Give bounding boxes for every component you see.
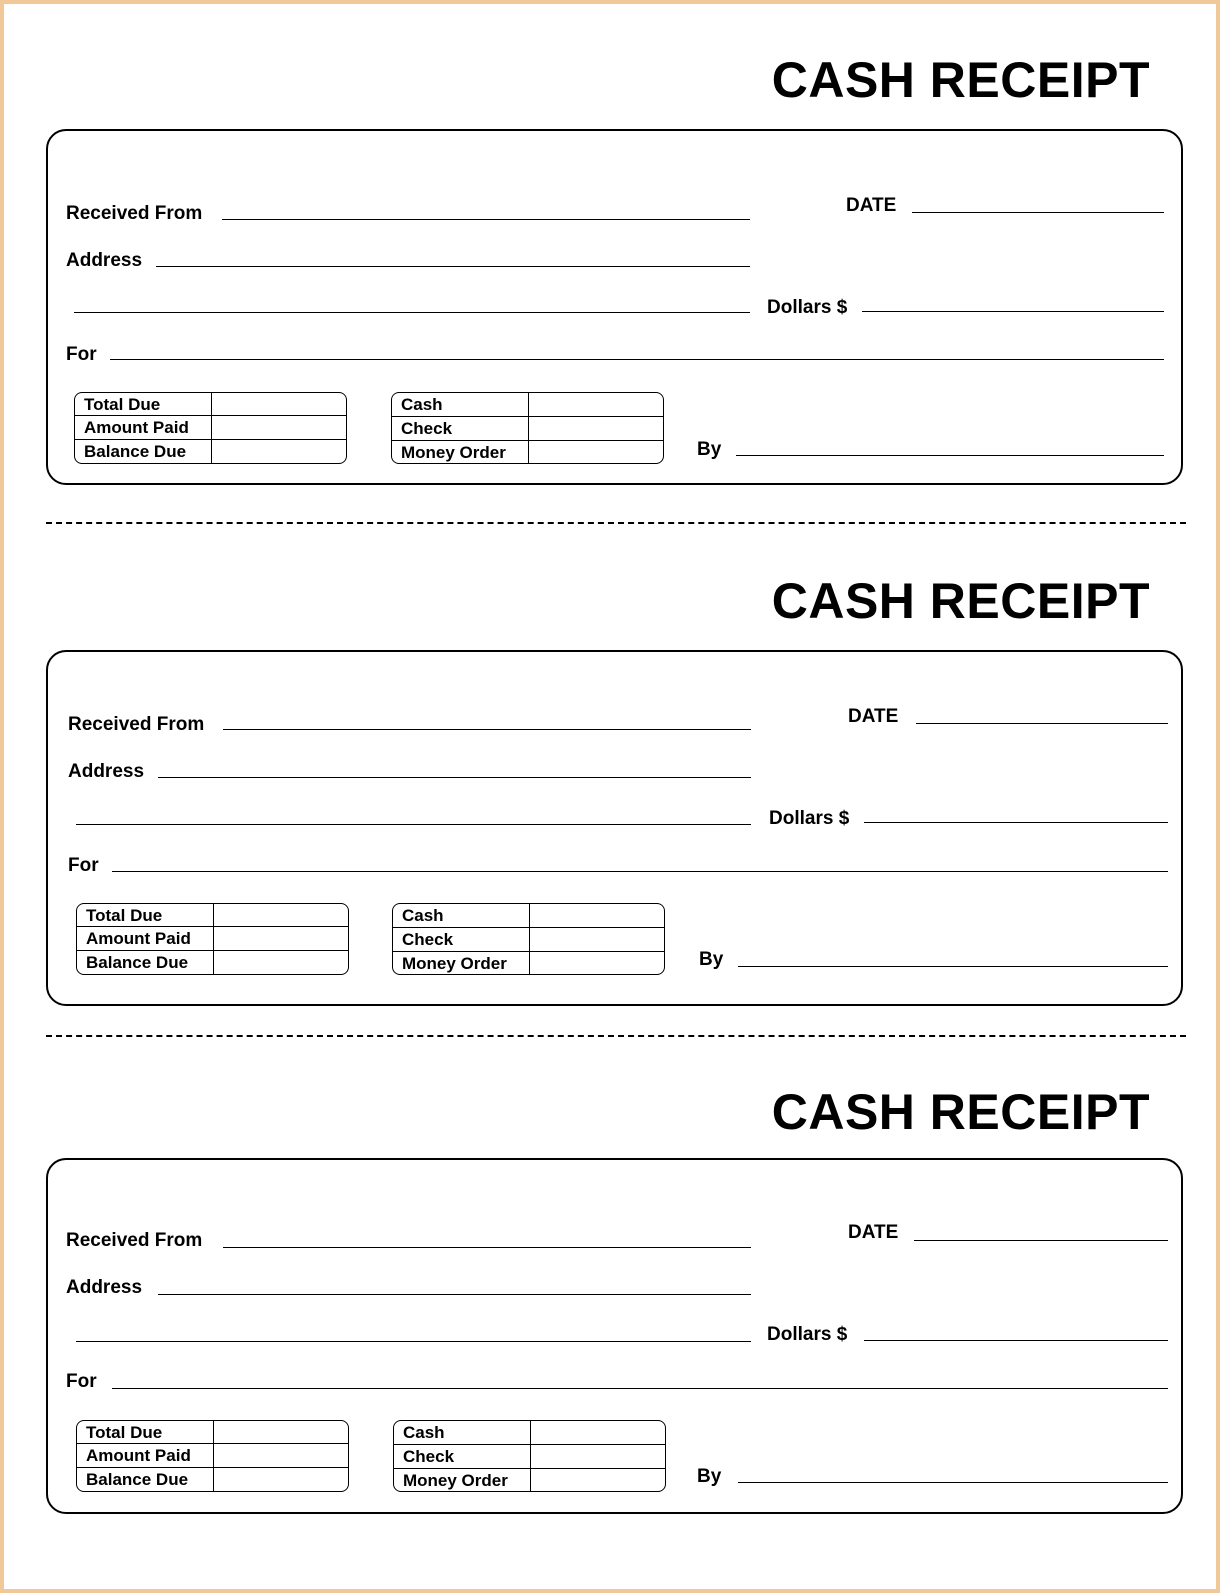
cash-label: Cash bbox=[402, 906, 444, 925]
summary-table bbox=[76, 1420, 349, 1492]
address-label: Address bbox=[68, 761, 145, 782]
receipt-title: CASH RECEIPT bbox=[771, 52, 1150, 108]
cash-label: Cash bbox=[403, 1423, 445, 1442]
check-label: Check bbox=[403, 1447, 455, 1466]
address-label: Address bbox=[66, 1277, 143, 1298]
cut-line bbox=[46, 522, 1186, 524]
summary-table bbox=[74, 392, 347, 464]
received-from-label: Received From bbox=[68, 714, 205, 735]
received-from-field[interactable] bbox=[223, 729, 751, 730]
by-label: By bbox=[699, 949, 724, 970]
balance-due-label: Balance Due bbox=[86, 953, 189, 972]
dollars-field[interactable] bbox=[864, 822, 1168, 823]
receipt-form-box bbox=[46, 129, 1183, 485]
payment-method-table bbox=[393, 1420, 666, 1492]
receipt-title: CASH RECEIPT bbox=[771, 573, 1150, 629]
receipt-title: CASH RECEIPT bbox=[771, 1084, 1150, 1140]
payment-method-table bbox=[392, 903, 665, 975]
amount-paid-label: Amount Paid bbox=[84, 418, 189, 437]
date-label: DATE bbox=[846, 195, 897, 216]
by-signature-field[interactable] bbox=[738, 1482, 1168, 1483]
dollars-field[interactable] bbox=[862, 311, 1164, 312]
for-label: For bbox=[66, 1371, 97, 1392]
summary-table bbox=[76, 903, 349, 975]
date-field[interactable] bbox=[914, 1240, 1168, 1241]
balance-due-label: Balance Due bbox=[86, 1470, 189, 1489]
by-label: By bbox=[697, 439, 722, 460]
received-from-field[interactable] bbox=[222, 219, 750, 220]
total-due-label: Total Due bbox=[86, 906, 163, 925]
by-signature-field[interactable] bbox=[736, 455, 1164, 456]
address-field[interactable] bbox=[156, 266, 750, 267]
for-label: For bbox=[66, 344, 97, 365]
amount-in-words-field[interactable] bbox=[74, 312, 750, 313]
dollars-label: Dollars $ bbox=[767, 297, 848, 318]
address-field[interactable] bbox=[158, 777, 751, 778]
amount-in-words-field[interactable] bbox=[76, 1341, 751, 1342]
receipt-form-box bbox=[46, 650, 1183, 1006]
dollars-label: Dollars $ bbox=[769, 808, 850, 829]
for-field[interactable] bbox=[110, 359, 1164, 360]
receipt-1 bbox=[4, 4, 1220, 484]
by-label: By bbox=[697, 1466, 722, 1487]
balance-due-label: Balance Due bbox=[84, 442, 187, 461]
payment-method-table bbox=[391, 392, 664, 464]
date-field[interactable] bbox=[912, 212, 1164, 213]
money-order-label: Money Order bbox=[401, 443, 506, 462]
by-signature-field[interactable] bbox=[738, 966, 1168, 967]
amount-in-words-field[interactable] bbox=[76, 824, 751, 825]
money-order-label: Money Order bbox=[402, 954, 507, 973]
date-label: DATE bbox=[848, 1222, 899, 1243]
receipt-2 bbox=[4, 525, 1220, 1005]
amount-paid-label: Amount Paid bbox=[86, 1446, 191, 1465]
total-due-label: Total Due bbox=[86, 1423, 163, 1442]
total-due-label: Total Due bbox=[84, 395, 161, 414]
address-label: Address bbox=[66, 250, 143, 271]
date-field[interactable] bbox=[916, 723, 1168, 724]
amount-paid-label: Amount Paid bbox=[86, 929, 191, 948]
received-from-label: Received From bbox=[66, 1230, 203, 1251]
for-field[interactable] bbox=[112, 871, 1168, 872]
address-field[interactable] bbox=[158, 1294, 751, 1295]
received-from-label: Received From bbox=[66, 203, 203, 224]
check-label: Check bbox=[401, 419, 453, 438]
received-from-field[interactable] bbox=[223, 1247, 751, 1248]
dollars-field[interactable] bbox=[864, 1340, 1168, 1341]
receipt-3 bbox=[4, 1036, 1220, 1516]
receipt-form-box bbox=[46, 1158, 1183, 1514]
for-field[interactable] bbox=[112, 1388, 1168, 1389]
for-label: For bbox=[68, 855, 99, 876]
date-label: DATE bbox=[848, 706, 899, 727]
dollars-label: Dollars $ bbox=[767, 1324, 848, 1345]
cash-label: Cash bbox=[401, 395, 443, 414]
money-order-label: Money Order bbox=[403, 1471, 508, 1490]
check-label: Check bbox=[402, 930, 454, 949]
